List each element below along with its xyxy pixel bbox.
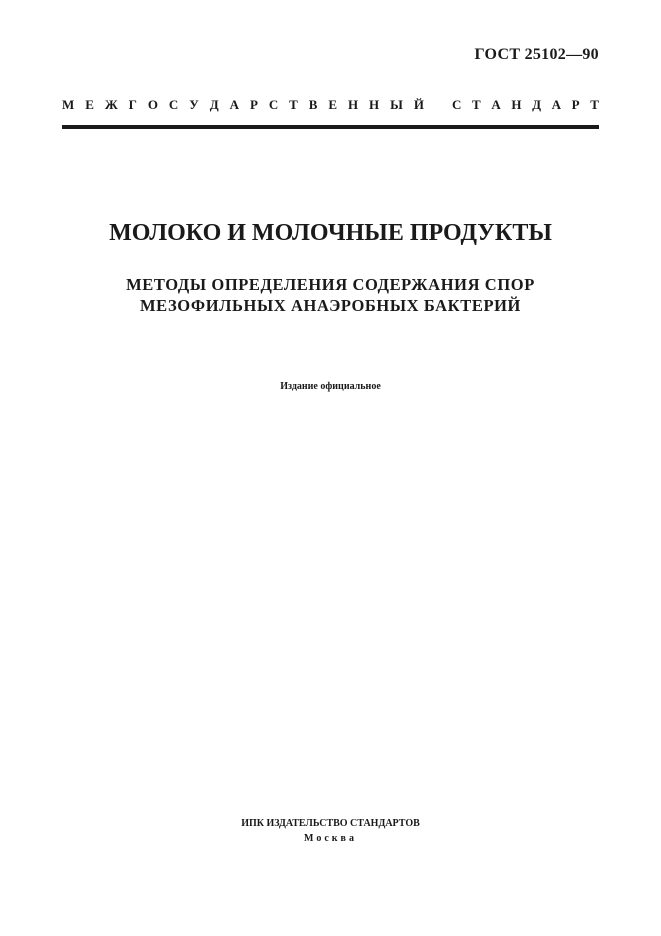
subtitle-line-2: МЕЗОФИЛЬНЫХ АНАЭРОБНЫХ БАКТЕРИЙ	[140, 296, 521, 315]
document-title: МОЛОКО И МОЛОЧНЫЕ ПРОДУКТЫ	[109, 220, 552, 246]
publisher-name: ИПК ИЗДАТЕЛЬСТВО СТАНДАРТОВ	[241, 818, 420, 829]
header-divider	[62, 125, 599, 129]
standard-type-label	[62, 97, 599, 113]
publisher-block	[0, 816, 661, 846]
edition-note: Издание официальное	[280, 381, 381, 392]
standard-type-word: М Е Ж Г О С У Д А Р С Т В Е Н Н Ы Й	[62, 97, 424, 112]
subtitle-line-1: МЕТОДЫ ОПРЕДЕЛЕНИЯ СОДЕРЖАНИЯ СПОР	[126, 275, 535, 294]
standard-type-word: С Т А Н Д А Р Т	[452, 97, 599, 112]
gost-number: ГОСТ 25102—90	[474, 46, 599, 63]
document-subtitle	[0, 274, 661, 316]
publisher-city: Москва	[304, 833, 357, 844]
